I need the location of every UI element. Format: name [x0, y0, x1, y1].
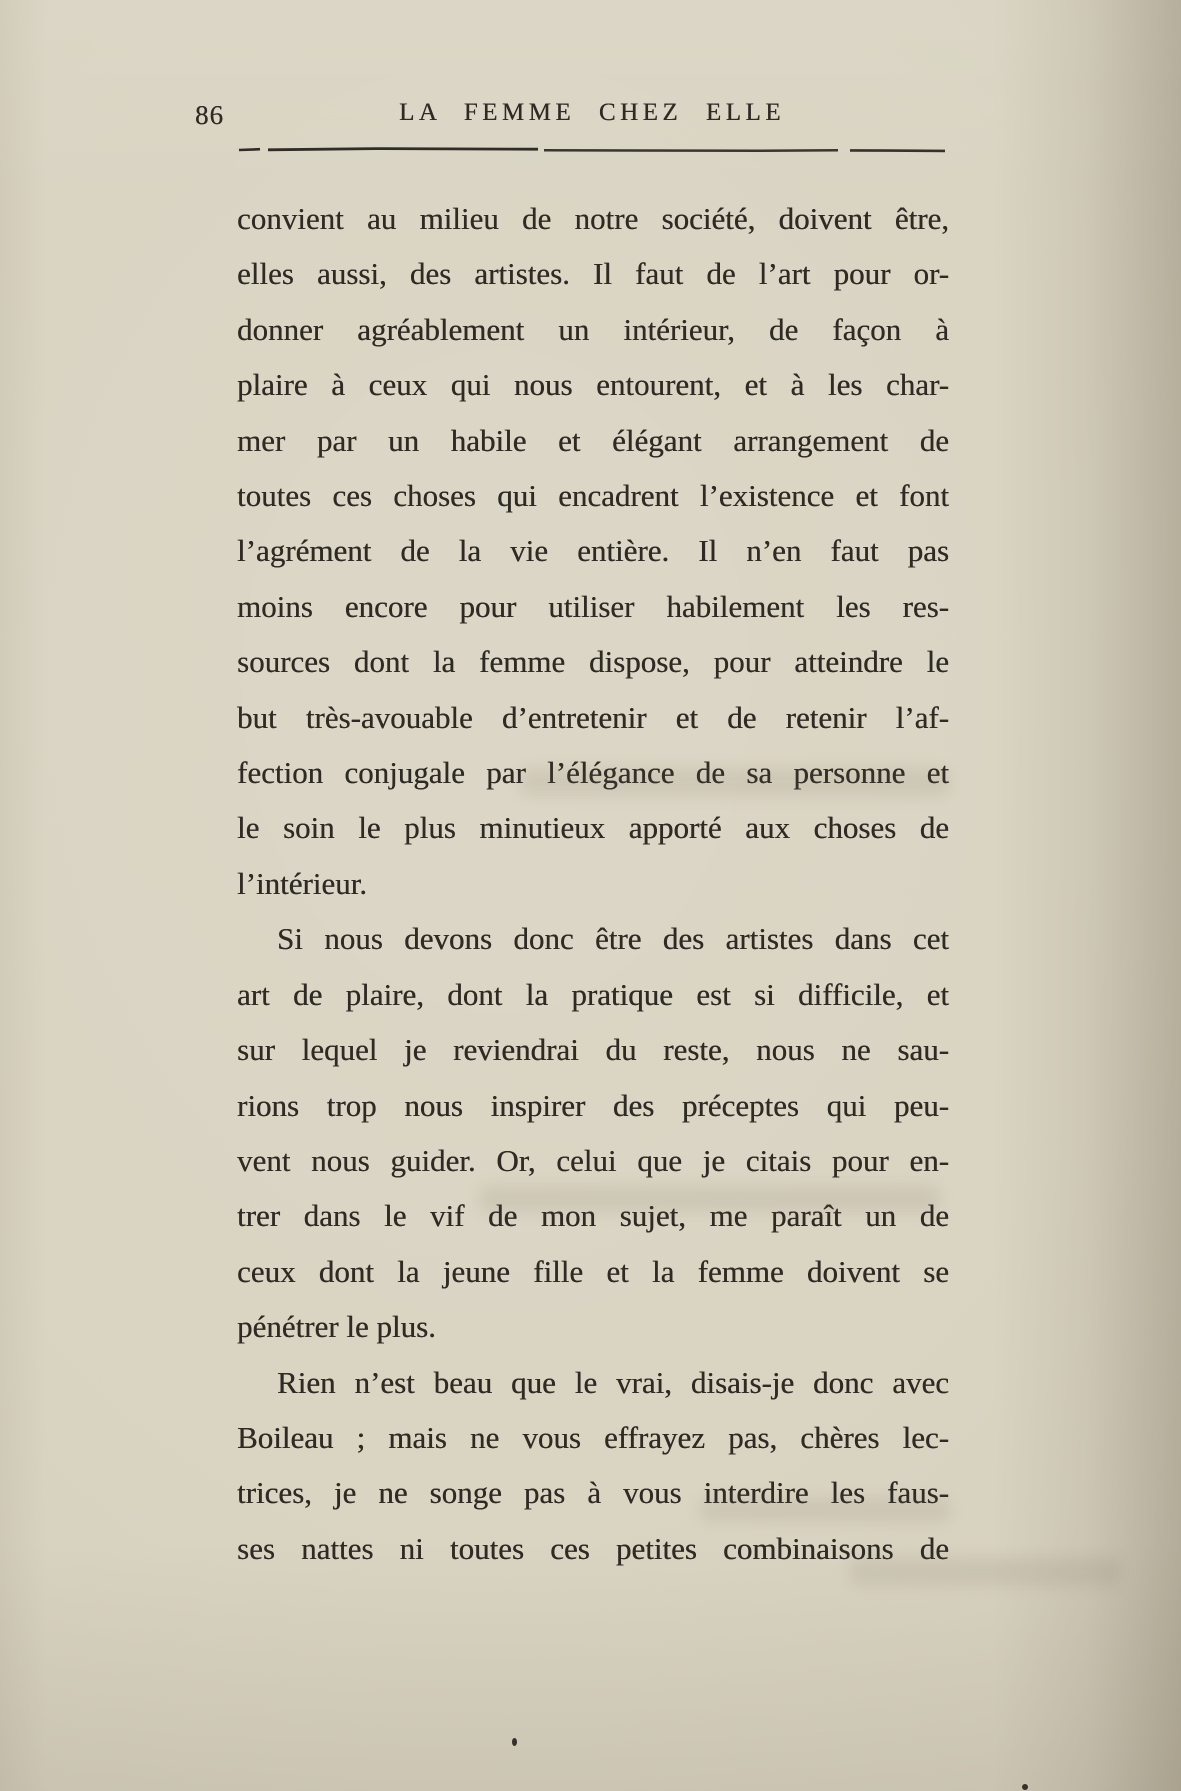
- text-line: sur lequel je reviendrai du reste, nous ne sau-: [237, 1032, 949, 1068]
- text-line: Si nous devons donc être des artistes dans cet: [277, 921, 949, 957]
- text-line: moins encore pour utiliser habilement les res-: [237, 588, 949, 624]
- text-line: convient au milieu de notre société, doivent être,: [237, 201, 949, 236]
- text-line: trer dans le vif de mon sujet, me paraît un de: [237, 1198, 949, 1234]
- text-line: l’agrément de la vie entière. Il n’en faut pas: [237, 533, 949, 569]
- paragraph: [237, 1355, 949, 1577]
- text-line: but très-avouable d’entretenir et de retenir l’af-: [237, 699, 949, 735]
- text-line: sources dont la femme dispose, pour atteindre le: [237, 644, 949, 680]
- text-line: Rien n’est beau que le vrai, disais-je donc avec: [277, 1364, 949, 1400]
- text-line: l’intérieur.: [237, 865, 367, 901]
- text-line: toutes ces choses qui encadrent l’existence et font: [237, 478, 949, 514]
- page-text: [237, 191, 949, 1576]
- text-line: mer par un habile et élégant arrangement de: [237, 422, 949, 458]
- paragraph: [237, 191, 949, 911]
- text-line: fection conjugale par l’élégance de sa personne et: [237, 755, 949, 791]
- paragraph: [237, 911, 949, 1354]
- text-line: plaire à ceux qui nous entourent, et à les char-: [237, 367, 949, 403]
- text-line: art de plaire, dont la pratique est si difficile, et: [237, 976, 949, 1012]
- text-line: ses nattes ni toutes ces petites combinaisons de: [237, 1530, 949, 1566]
- text-line: pénétrer le plus.: [237, 1309, 436, 1345]
- ink-speck: [1022, 1784, 1028, 1790]
- ink-speck: [512, 1738, 517, 1746]
- text-line: rions trop nous inspirer des préceptes qui peu-: [237, 1087, 949, 1123]
- text-line: vent nous guider. Or, celui que je citais pour en-: [237, 1142, 949, 1178]
- text-line: donner agréablement un intérieur, de façon à: [237, 311, 949, 347]
- text-line: elles aussi, des artistes. Il faut de l’art pour or-: [237, 256, 949, 292]
- text-line: trices, je ne songe pas à vous interdire les faus-: [237, 1475, 949, 1511]
- page-number: 86: [195, 100, 224, 130]
- text-line: Boileau ; mais ne vous effrayez pas, chères lec-: [237, 1419, 949, 1455]
- text-line: ceux dont la jeune fille et la femme doivent se: [237, 1253, 949, 1289]
- text-line: le soin le plus minutieux apporté aux choses de: [237, 810, 949, 846]
- header-rule: [238, 144, 946, 156]
- running-title: LA FEMME CHEZ ELLE: [399, 99, 785, 126]
